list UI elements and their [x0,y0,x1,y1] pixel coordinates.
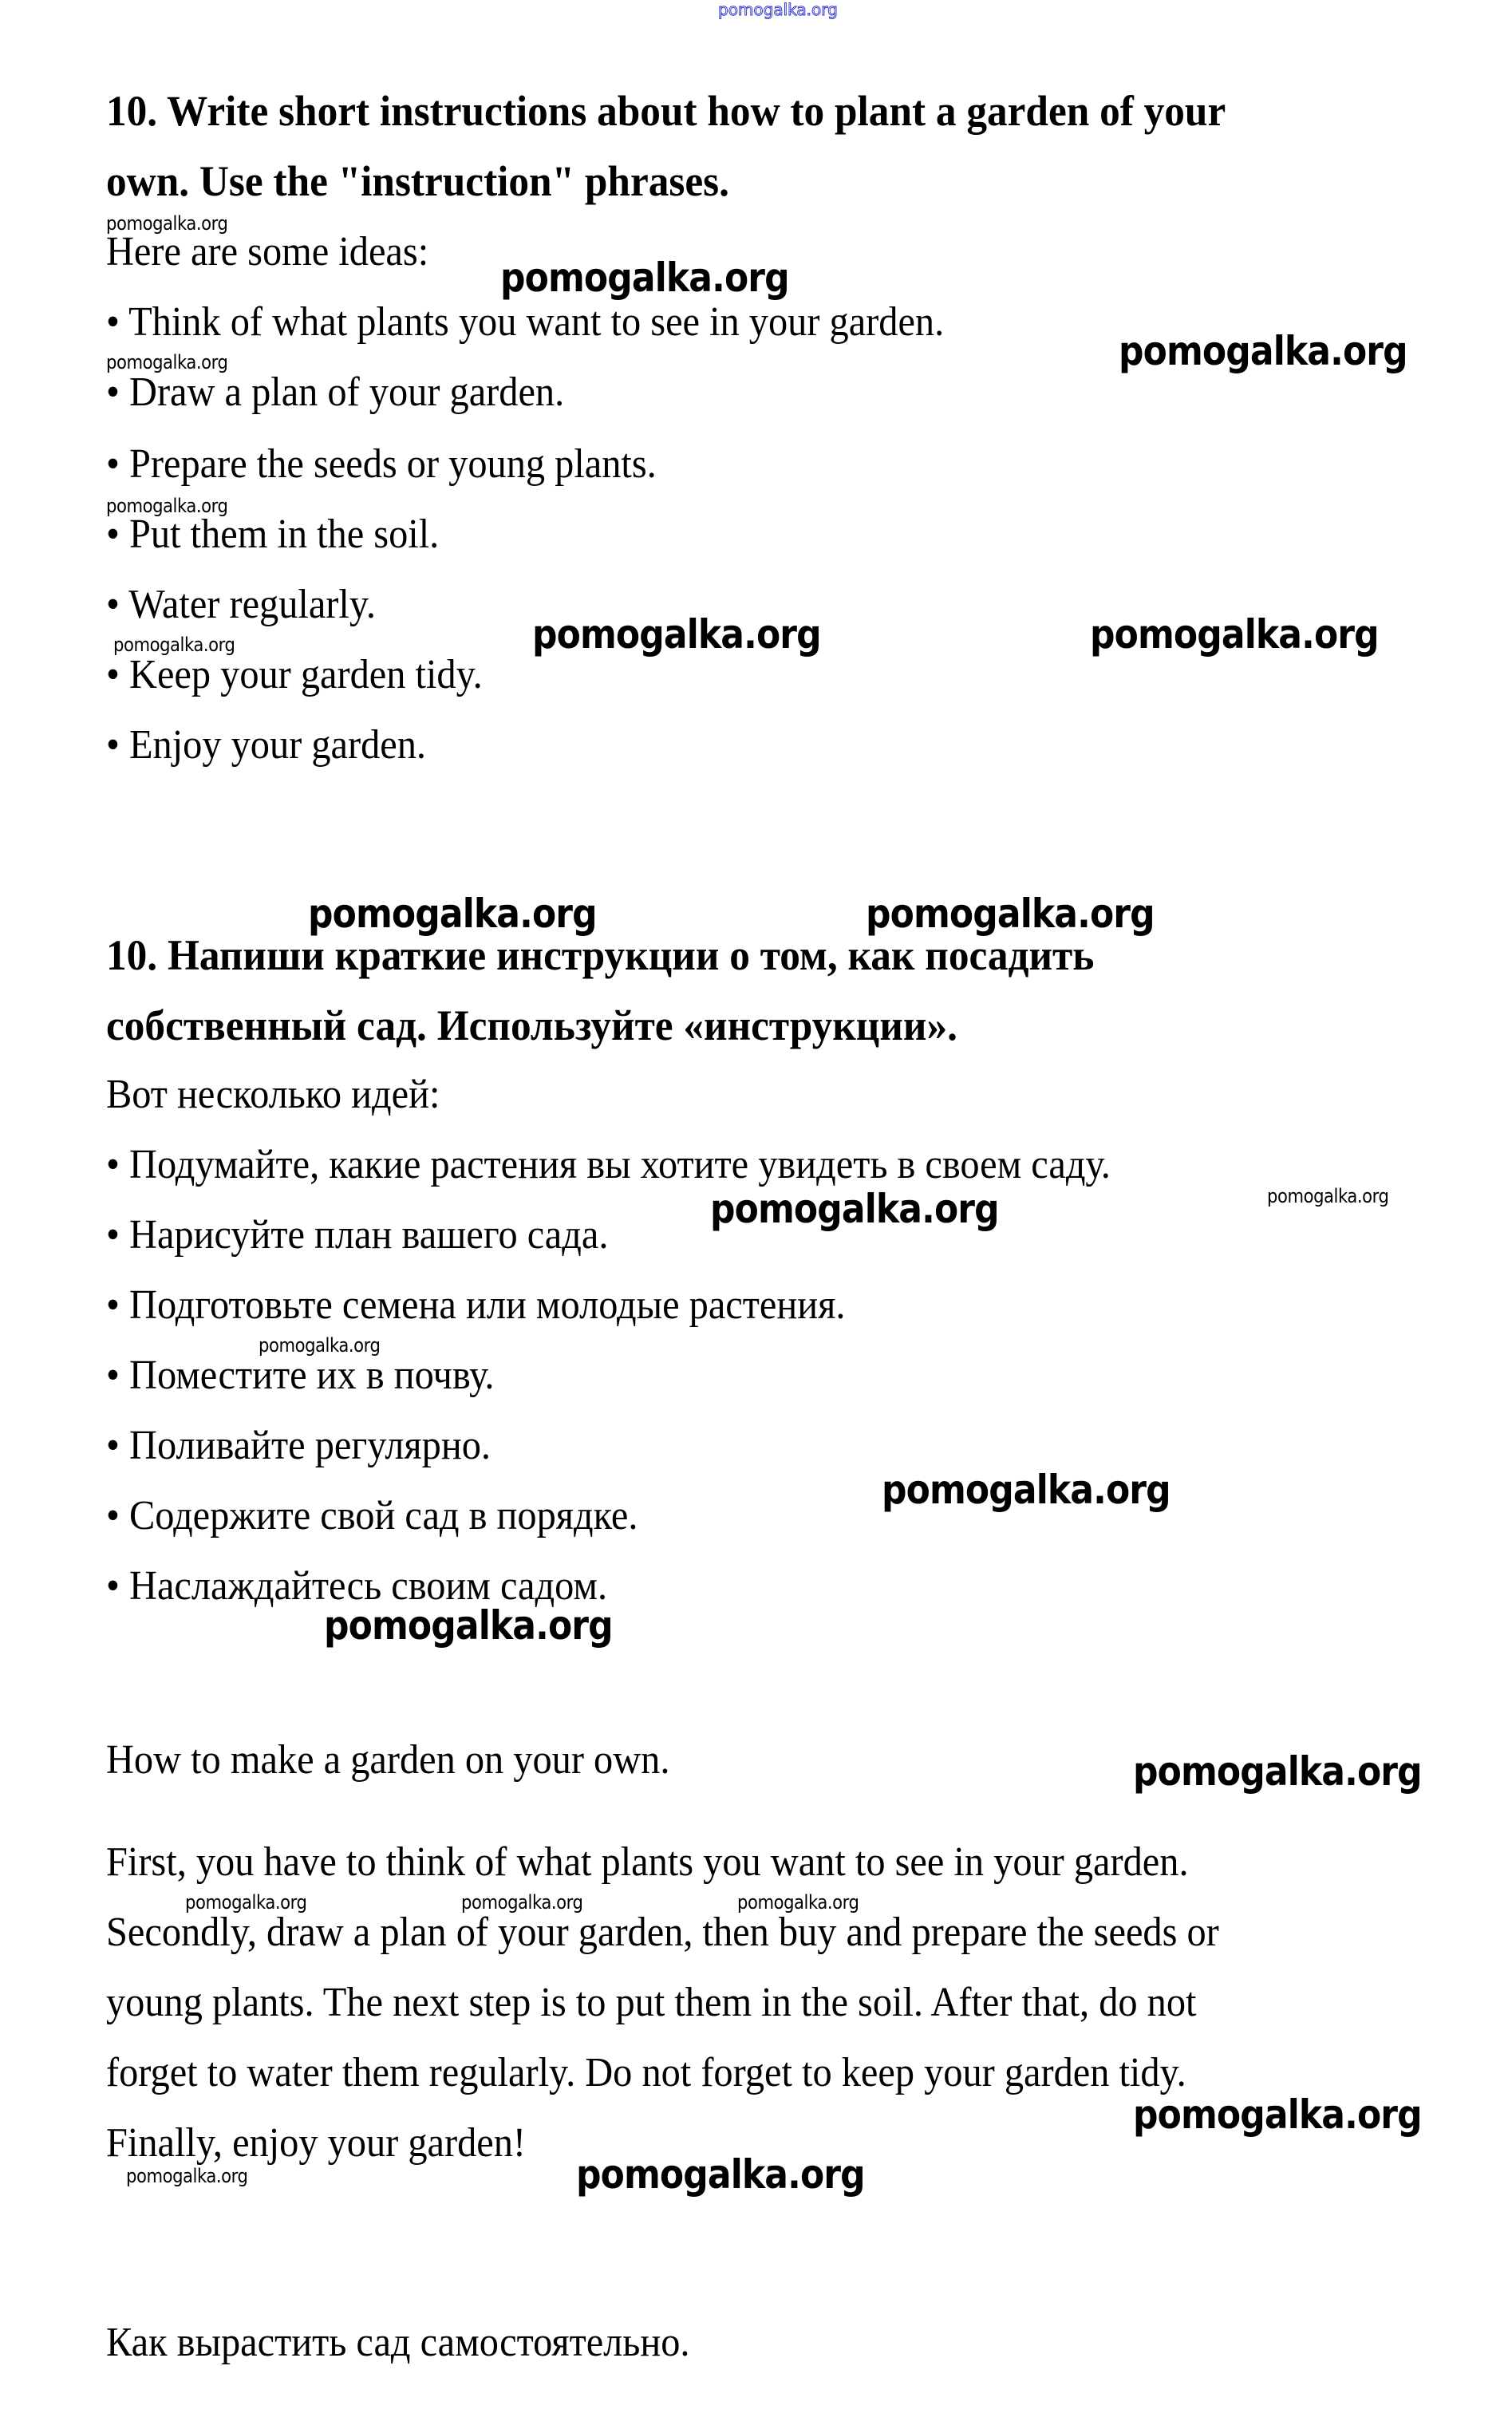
task-en-idea-7: • Enjoy your garden. [106,722,427,768]
task-en-idea-4: • Put them in the soil. [106,511,440,557]
answer-en-title: How to make a garden on your own. [106,1737,670,1783]
watermark: pomogalka.org [500,255,789,301]
task-ru-idea-2: • Нарисуйте план вашего сада. [106,1212,609,1258]
answer-en-line-4: forget to water them regularly. Do not forget to keep your garden tidy. [106,2050,1186,2095]
watermark: pomogalka.org [113,634,235,656]
watermark: pomogalka.org [1133,1748,1422,1795]
task-ru-idea-6: • Содержите свой сад в порядке. [106,1493,638,1538]
task-en-intro: Here are some ideas: [106,229,429,275]
watermark: pomogalka.org [106,495,228,517]
watermark: pomogalka.org [126,2165,248,2187]
answer-en-line-2: Secondly, draw a plan of your garden, then buy and prepare the seeds or [106,1910,1219,1955]
watermark: pomogalka.org [737,1891,859,1914]
task-en-heading-line-1: 10. Write short instructions about how to plant a garden of your [106,87,1226,135]
task-ru-idea-1: • Подумайте, какие растения вы хотите увидеть в своем саду. [106,1142,1111,1187]
watermark: pomogalka.org [866,891,1155,937]
watermark: pomogalka.org [576,2151,865,2198]
task-ru-idea-7: • Наслаждайтесь своим садом. [106,1563,608,1609]
watermark: pomogalka.org [1119,328,1407,374]
answer-ru-title: Как вырастить сад самостоятельно. [106,2320,690,2365]
task-ru-heading-line-2: собственный сад. Используйте «инструкции». [106,1001,957,1049]
watermark: pomogalka.org [106,212,228,235]
answer-en-line-1: First, you have to think of what plants you want to see in your garden. [106,1839,1189,1885]
watermark: pomogalka.org [461,1891,583,1914]
task-en-idea-5: • Water regularly. [106,582,376,627]
task-en-idea-3: • Prepare the seeds or young plants. [106,441,657,487]
task-ru-idea-5: • Поливайте регулярно. [106,1423,491,1468]
task-en-idea-6: • Keep your garden tidy. [106,652,483,697]
watermark: pomogalka.org [532,611,821,658]
watermark: pomogalka.org [185,1891,307,1914]
watermark: pomogalka.org [710,1186,999,1232]
watermark: pomogalka.org [106,351,228,373]
task-en-idea-1: • Think of what plants you want to see in your garden. [106,299,945,345]
task-en-idea-2: • Draw a plan of your garden. [106,369,565,415]
watermark: pomogalka.org [882,1467,1171,1513]
task-ru-intro: Вот несколько идей: [106,1072,440,1117]
task-ru-idea-4: • Поместите их в почву. [106,1353,495,1398]
task-en-heading-line-2: own. Use the "instruction" phrases. [106,157,729,205]
watermark: pomogalka.org [1090,611,1379,658]
watermark: pomogalka.org [308,891,597,937]
answer-en-line-3: young plants. The next step is to put them in the soil. After that, do not [106,1980,1197,2025]
watermark: pomogalka.org [1267,1185,1389,1207]
watermark: pomogalka.org [259,1334,381,1357]
answer-en-line-5: Finally, enjoy your garden! [106,2120,527,2166]
task-ru-idea-3: • Подготовьте семена или молодые растения. [106,1282,846,1328]
watermark-top: pomogalka.org [718,0,838,19]
watermark: pomogalka.org [1133,2091,1422,2138]
watermark: pomogalka.org [324,1602,613,1649]
task-ru-heading-line-1: 10. Напиши краткие инструкции о том, как посадить [106,931,1095,979]
